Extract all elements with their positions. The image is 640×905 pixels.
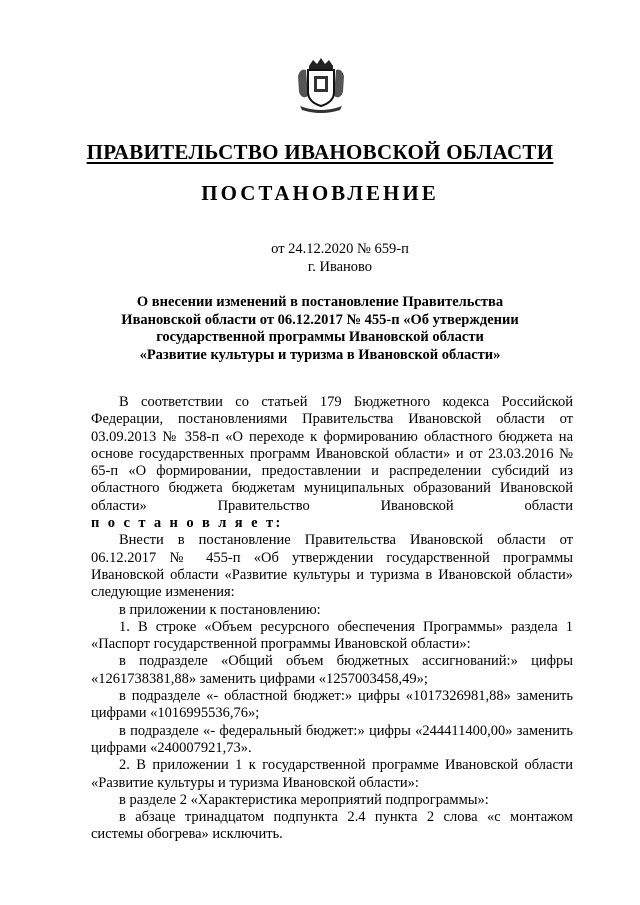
paragraph: в подразделе «Общий объем бюджетных ассигнований:» цифры «1261738381,88» заменить цифрами «1257003458,49»;: [91, 653, 573, 687]
paragraph: в разделе 2 «Характеристика мероприятий подпрограммы»:: [119, 791, 489, 808]
paragraph: В соответствии со статьей 179 Бюджетного кодекса Российской Федерации, постановлениями Правительства Ивановской области от 03.09.2013 № 358-п «О переходе к формированию областного бюджета на основе государственных программ Ивановской области» и от 23.03.2016 № 65-п «О формировании, предоставлении и распределении субсидий из областного бюджета бюджетам муниципальных образований Ивановской области» Правительство Ивановской области: [91, 394, 573, 514]
date-number: от 24.12.2020 № 659-п: [271, 241, 409, 257]
document-body: [91, 394, 573, 844]
city: г. Иваново: [307, 259, 373, 275]
paragraph: Внести в постановление Правительства Ивановской области от 06.12.2017 № 455-п «Об утверждении государственной программы Ивановской области «Развитие культуры и туризма в Ивановской области» следующие изменения:: [91, 532, 573, 601]
title-line: О внесении изменений в постановление Правительства: [136, 294, 504, 310]
title-line: «Развитие культуры и туризма в Ивановской области»: [139, 346, 501, 363]
title-line: государственной программы Ивановской области: [156, 329, 484, 345]
paragraph: в подразделе «- областной бюджет:» цифры «1017326981,88» заменить цифрами «1016995536,76»;: [91, 688, 573, 722]
document-type: ПОСТАНОВЛЕНИЕ: [201, 181, 439, 205]
paragraph: в приложении к постановлению:: [119, 601, 321, 618]
resolves-word: п о с т а н о в л я е т:: [91, 515, 283, 532]
document-title: [100, 294, 540, 364]
government-name: ПРАВИТЕЛЬСТВО ИВАНОВСКОЙ ОБЛАСТИ: [86, 140, 554, 164]
paragraph: в подразделе «- федеральный бюджет:» цифры «244411400,00» заменить цифрами «240007921,73».: [91, 722, 573, 756]
paragraph: 1. В строке «Объем ресурсного обеспечения Программы» раздела 1 «Паспорт государственной программы Ивановской области»:: [91, 618, 573, 653]
title-line: Ивановской области от 06.12.2017 № 455-п «Об утверждении: [121, 311, 519, 328]
paragraph: 2. В приложении 1 к государственной программе Ивановской области «Развитие культуры и туризма Ивановской области»:: [91, 757, 573, 791]
paragraph: в абзаце тринадцатом подпункта 2.4 пункта 2 слова «с монтажом системы обогрева» исключить.: [91, 809, 573, 843]
coat-of-arms-icon: [296, 56, 346, 114]
